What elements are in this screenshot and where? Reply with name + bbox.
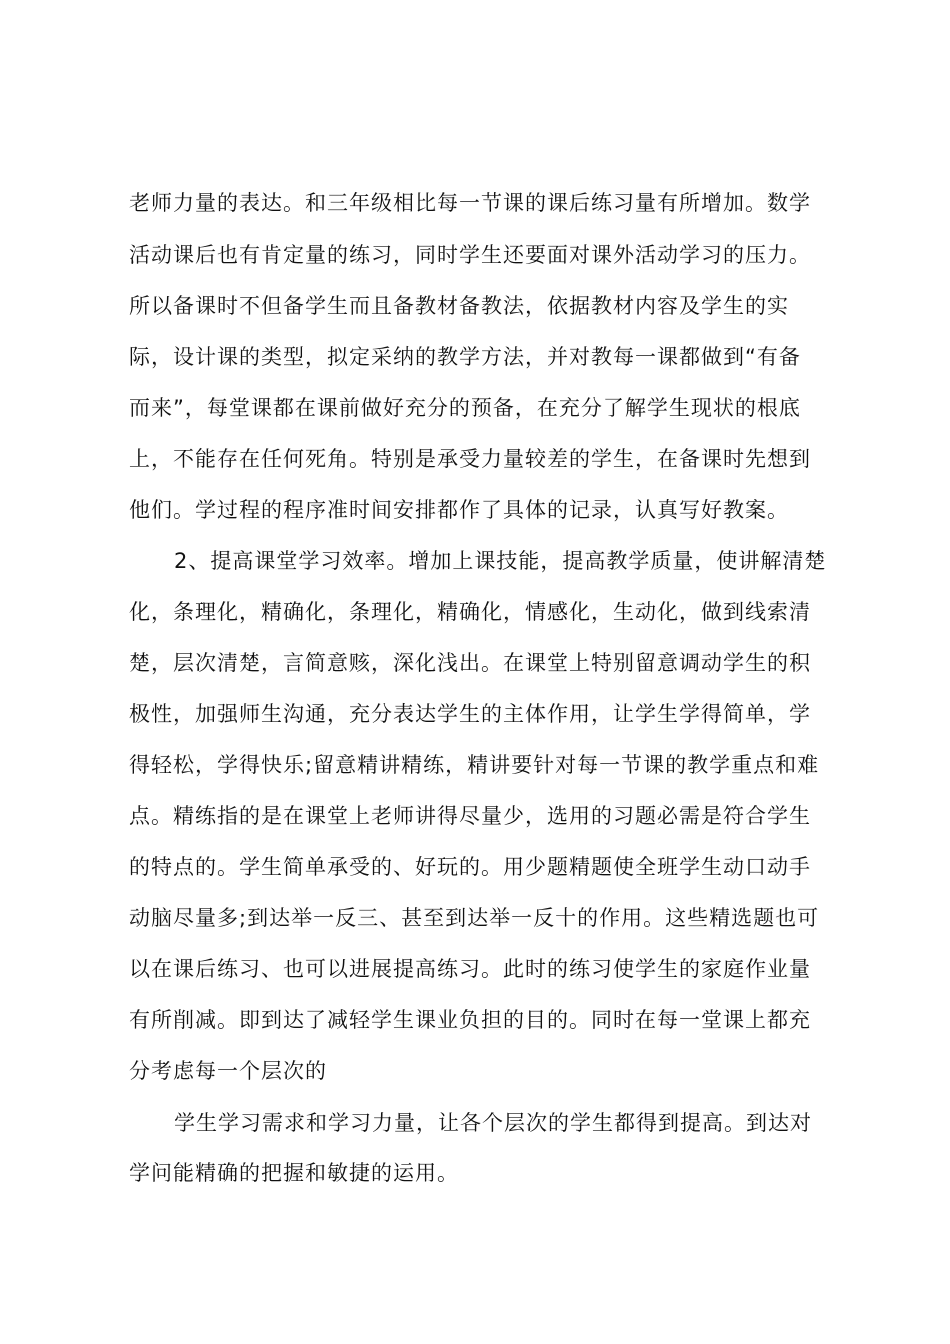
text-line: 极性，加强师生沟通，充分表达学生的主体作用，让学生学得简单，学	[129, 702, 811, 726]
text-line: 动脑尽量多;到达举一反三、甚至到达举一反十的作用。这些精选题也可	[129, 906, 820, 930]
text-line: 而来”，每堂课都在课前做好充分的预备，在充分了解学生现状的根底	[129, 396, 801, 420]
text-line: 的特点的。学生简单承受的、好玩的。用少题精题使全班学生动口动手	[129, 855, 811, 879]
text-line: 际，设计课的类型，拟定采纳的教学方法，并对教每一课都做到“有备	[129, 345, 801, 369]
text-line: 化，条理化，精确化，条理化，精确化，情感化，生动化，做到线索清	[129, 600, 811, 624]
text-line: 点。精练指的是在课堂上老师讲得尽量少，选用的习题必需是符合学生	[129, 804, 811, 828]
text-line: 学问能精确的把握和敏捷的运用。	[129, 1161, 459, 1185]
text-line: 所以备课时不但备学生而且备教材备教法，依据教材内容及学生的实	[129, 294, 789, 318]
text-line: 老师力量的表达。和三年级相比每一节课的课后练习量有所增加。数学	[129, 191, 811, 215]
paragraph-start-line: 2、提高课堂学习效率。增加上课技能，提高教学质量，使讲解清楚	[174, 549, 827, 573]
text-line: 得轻松，学得快乐;留意精讲精练，精讲要针对每一节课的教学重点和难	[129, 753, 820, 777]
text-line: 分考虑每一个层次的	[129, 1059, 327, 1083]
text-line: 有所削减。即到达了减轻学生课业负担的目的。同时在每一堂课上都充	[129, 1008, 811, 1032]
paragraph-start-line: 学生学习需求和学习力量，让各个层次的学生都得到提高。到达对	[174, 1111, 812, 1135]
text-line: 上，不能存在任何死角。特别是承受力量较差的学生，在备课时先想到	[129, 447, 811, 471]
text-line: 活动课后也有肯定量的练习，同时学生还要面对课外活动学习的压力。	[129, 243, 811, 267]
text-line: 他们。学过程的程序准时间安排都作了具体的记录，认真写好教案。	[129, 498, 789, 522]
text-line: 楚，层次清楚，言简意赅，深化浅出。在课堂上特别留意调动学生的积	[129, 651, 811, 675]
text-line: 以在课后练习、也可以进展提高练习。此时的练习使学生的家庭作业量	[129, 957, 811, 981]
